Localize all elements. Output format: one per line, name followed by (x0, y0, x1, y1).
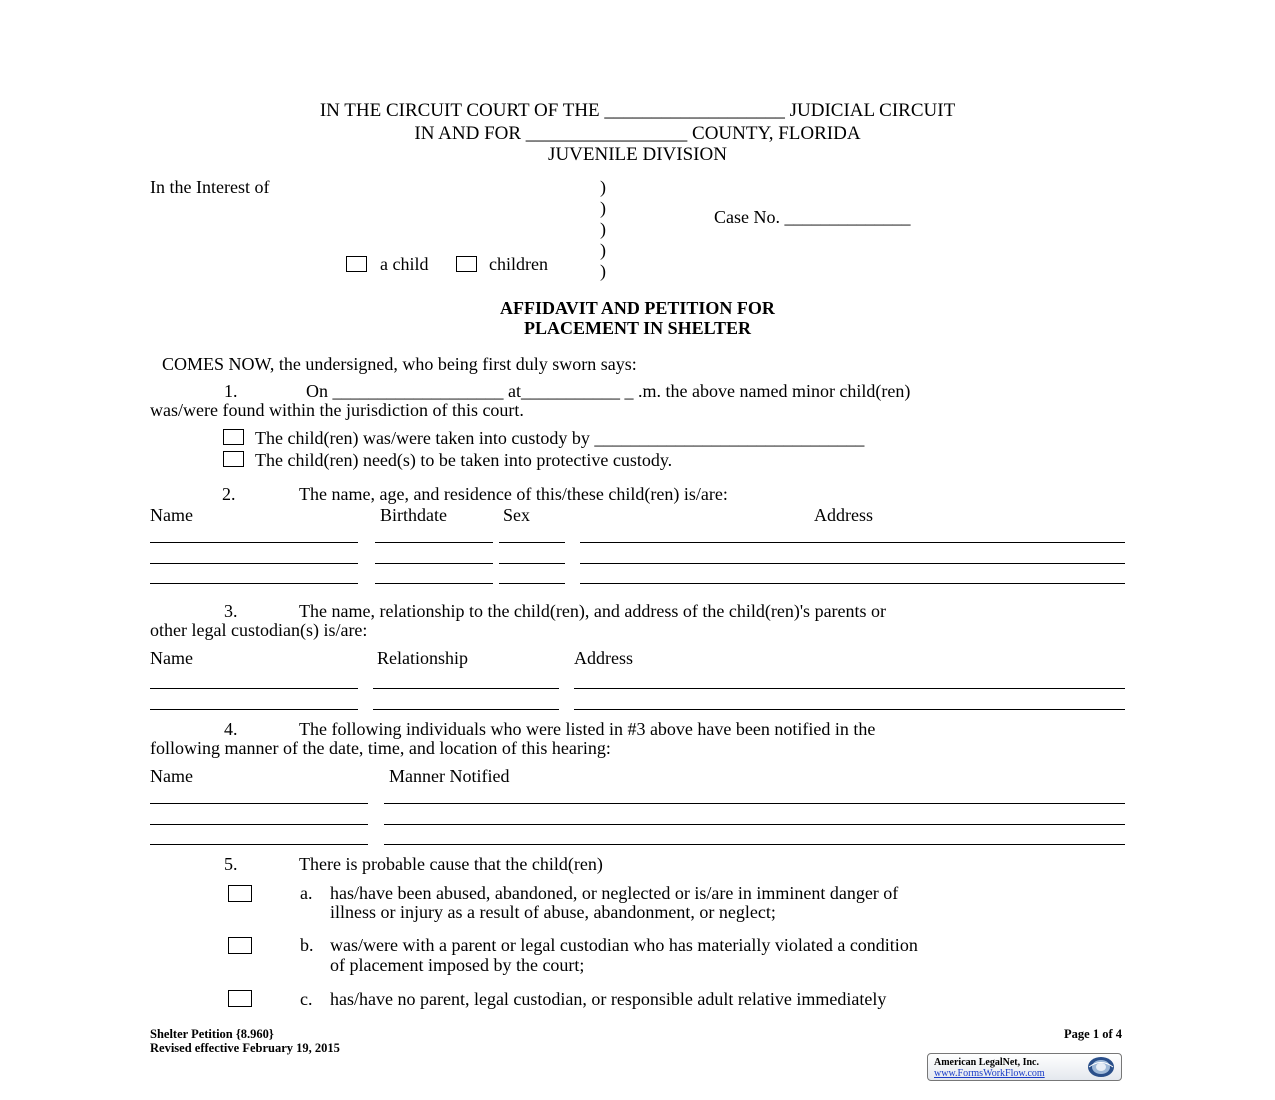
p4-manner-line[interactable] (384, 803, 1125, 804)
p3-relationship-line[interactable] (373, 709, 559, 710)
p3-name-line[interactable] (150, 709, 358, 710)
p3-col-relationship: Relationship (377, 648, 468, 668)
p3-text-line1: The name, relationship to the child(ren), and address of the child(ren)'s parents or (299, 601, 887, 621)
p4-name-line[interactable] (150, 844, 368, 845)
p4-name-line[interactable] (150, 803, 368, 804)
p5-text: There is probable cause that the child(ren) (299, 854, 603, 874)
p3-number: 3. (224, 601, 238, 621)
a-child-checkbox[interactable] (346, 256, 367, 272)
court-header-line3: JUVENILE DIVISION (548, 144, 727, 165)
document-title-line2: PLACEMENT IN SHELTER (523, 318, 752, 338)
p2-sex-line[interactable] (499, 563, 565, 564)
p4-manner-line[interactable] (384, 844, 1125, 845)
footer-revised: Revised effective February 19, 2015 (150, 1041, 340, 1055)
globe-icon (1086, 1056, 1116, 1078)
caption-paren: ) (600, 198, 606, 218)
p5a-line2: illness or injury as a result of abuse, abandonment, or neglect; (330, 902, 776, 922)
p1-text-line1: On ___________________ at___________ _ .m. the above named minor child(ren) (306, 381, 911, 401)
logo-website-link[interactable]: www.FormsWorkFlow.com (934, 1068, 1045, 1079)
p2-name-line[interactable] (150, 563, 358, 564)
p4-name-line[interactable] (150, 824, 368, 825)
p5a-line1: has/have been abused, abandoned, or neglected or is/are in imminent danger of (330, 883, 899, 903)
p2-text: The name, age, and residence of this/these child(ren) is/are: (299, 484, 728, 504)
p2-sex-line[interactable] (499, 583, 565, 584)
p2-name-line[interactable] (150, 583, 358, 584)
p2-address-line[interactable] (580, 542, 1125, 543)
p1-number: 1. (224, 381, 238, 401)
p2-col-sex: Sex (503, 505, 530, 525)
p3-relationship-line[interactable] (373, 688, 559, 689)
document-title-line1: AFFIDAVIT AND PETITION FOR (500, 298, 775, 318)
caption-paren: ) (600, 219, 606, 239)
p5c-checkbox[interactable] (228, 990, 252, 1007)
p4-col-name: Name (150, 766, 193, 786)
p2-col-address: Address (814, 505, 873, 525)
american-legalnet-logo[interactable] (927, 1053, 1122, 1081)
p2-col-name: Name (150, 505, 193, 525)
p5c-letter: c. (300, 989, 313, 1009)
taken-into-custody-label: The child(ren) was/were taken into custody by ______________________________ (255, 428, 865, 448)
p4-manner-line[interactable] (384, 824, 1125, 825)
caption-paren: ) (600, 261, 606, 281)
interest-label: In the Interest of (150, 177, 270, 197)
footer-form-name: Shelter Petition {8.960} (150, 1027, 274, 1041)
p3-col-name: Name (150, 648, 193, 668)
p5a-letter: a. (300, 883, 313, 903)
p5c-line1: has/have no parent, legal custodian, or responsible adult relative immediately (330, 989, 887, 1009)
children-label: children (489, 254, 548, 274)
p2-number: 2. (222, 484, 236, 504)
p3-text-line2: other legal custodian(s) is/are: (150, 620, 368, 640)
taken-into-custody-checkbox[interactable] (223, 429, 244, 445)
p2-birthdate-line[interactable] (375, 563, 493, 564)
p5-number: 5. (224, 854, 238, 874)
p5b-line1: was/were with a parent or legal custodian who has materially violated a condition (330, 935, 918, 955)
a-child-label: a child (380, 254, 429, 274)
p2-address-line[interactable] (580, 563, 1125, 564)
p2-address-line[interactable] (580, 583, 1125, 584)
protective-custody-checkbox[interactable] (223, 451, 244, 467)
p3-col-address: Address (574, 648, 633, 668)
p2-col-birthdate: Birthdate (380, 505, 447, 525)
intro-text: COMES NOW, the undersigned, who being first duly sworn says: (162, 354, 637, 374)
p4-text-line1: The following individuals who were listed in #3 above have been notified in the (299, 719, 876, 739)
p3-name-line[interactable] (150, 688, 358, 689)
p5b-line2: of placement imposed by the court; (330, 955, 585, 975)
p4-text-line2: following manner of the date, time, and location of this hearing: (150, 738, 611, 758)
p3-address-line[interactable] (574, 688, 1125, 689)
p4-number: 4. (224, 719, 238, 739)
footer-page-number: Page 1 of 4 (1064, 1027, 1122, 1041)
p5a-checkbox[interactable] (228, 885, 252, 902)
caption-paren: ) (600, 240, 606, 260)
logo-company-name: American LegalNet, Inc. (934, 1057, 1039, 1068)
court-header-line1: IN THE CIRCUIT COURT OF THE ___________________ JUDICIAL CIRCUIT (319, 100, 956, 121)
p2-birthdate-line[interactable] (375, 583, 493, 584)
caption-paren: ) (600, 177, 606, 197)
children-checkbox[interactable] (456, 256, 477, 272)
protective-custody-label: The child(ren) need(s) to be taken into protective custody. (255, 450, 673, 470)
p5b-letter: b. (300, 935, 314, 955)
p2-sex-line[interactable] (499, 542, 565, 543)
case-number: Case No. ______________ (714, 207, 911, 227)
p5b-checkbox[interactable] (228, 937, 252, 954)
p1-text-line2: was/were found within the jurisdiction of this court. (150, 400, 524, 420)
p2-name-line[interactable] (150, 542, 358, 543)
p4-col-manner: Manner Notified (389, 766, 510, 786)
p2-birthdate-line[interactable] (375, 542, 493, 543)
court-header-line2: IN AND FOR _________________ COUNTY, FLORIDA (414, 123, 861, 144)
p3-address-line[interactable] (574, 709, 1125, 710)
